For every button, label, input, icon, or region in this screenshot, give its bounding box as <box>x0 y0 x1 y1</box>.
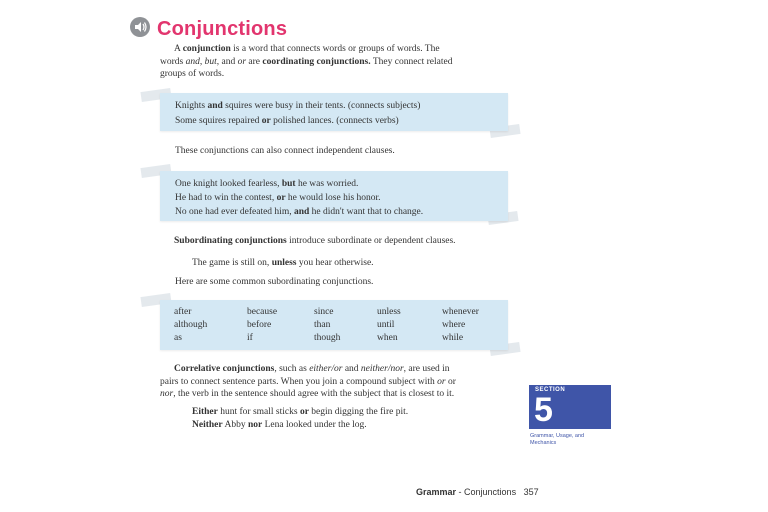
page-footer: Grammar - Conjunctions 357 <box>416 487 539 497</box>
table-cell: after <box>174 307 192 317</box>
table-cell: until <box>377 320 395 330</box>
page-title: Conjunctions <box>157 18 288 40</box>
example-line: One knight looked fearless, but he was worried. <box>175 179 359 189</box>
subordinating-paragraph: Subordinating conjunctions introduce subordinate or dependent clauses. <box>174 236 456 246</box>
page-number: 357 <box>523 487 539 497</box>
table-cell: than <box>314 320 331 330</box>
example-line: No one had ever defeated him, and he didn't want that to change. <box>175 207 424 217</box>
table-cell: unless <box>377 307 401 317</box>
table-row <box>174 307 502 320</box>
table-cell: as <box>174 333 182 343</box>
table-row <box>174 333 502 346</box>
example-sentence: The game is still on, unless you hear otherwise. <box>192 258 374 268</box>
example-line: Some squires repaired or polished lances. (connects verbs) <box>175 116 399 126</box>
table-cell: while <box>442 333 464 343</box>
table-cell: though <box>314 333 341 343</box>
table-cell: when <box>377 333 398 343</box>
section-number: 5 <box>534 391 553 429</box>
paragraph-text: Here are some common subordinating conjunctions. <box>175 277 374 287</box>
section-subtitle: Grammar, Usage, and Mechanics <box>530 433 585 446</box>
audio-speaker-icon[interactable] <box>130 17 150 37</box>
example-line: He had to win the contest, or he would lose his honor. <box>175 193 381 203</box>
section-label: SECTION <box>535 387 566 393</box>
table-cell: before <box>247 320 272 330</box>
table-cell: although <box>174 320 208 330</box>
intro-paragraph: A conjunction is a word that connects words or groups of words. The words and, but, and or are coordinating conjunctions. They connect related groups of words. <box>160 44 453 80</box>
table-cell: if <box>247 333 253 343</box>
paragraph-text: These conjunctions can also connect independent clauses. <box>175 146 395 156</box>
table-cell: where <box>442 320 466 330</box>
example-sentence: Either hunt for small sticks or begin digging the fire pit. <box>192 407 409 417</box>
correlative-paragraph: Correlative conjunctions, such as either/or and neither/nor, are used in pairs to connect sentence parts. When you join a compound subject with or or nor, the verb in the sentence should agree with the subject that is closest to it. <box>160 364 456 400</box>
example-sentence: Neither Abby nor Lena looked under the log. <box>192 420 367 430</box>
table-cell: because <box>247 307 278 317</box>
example-line: Knights and squires were busy in their tents. (connects subjects) <box>175 101 421 111</box>
table-row <box>174 320 502 333</box>
table-cell: whenever <box>442 307 479 317</box>
conjunction-table <box>174 307 502 346</box>
table-cell: since <box>314 307 334 317</box>
